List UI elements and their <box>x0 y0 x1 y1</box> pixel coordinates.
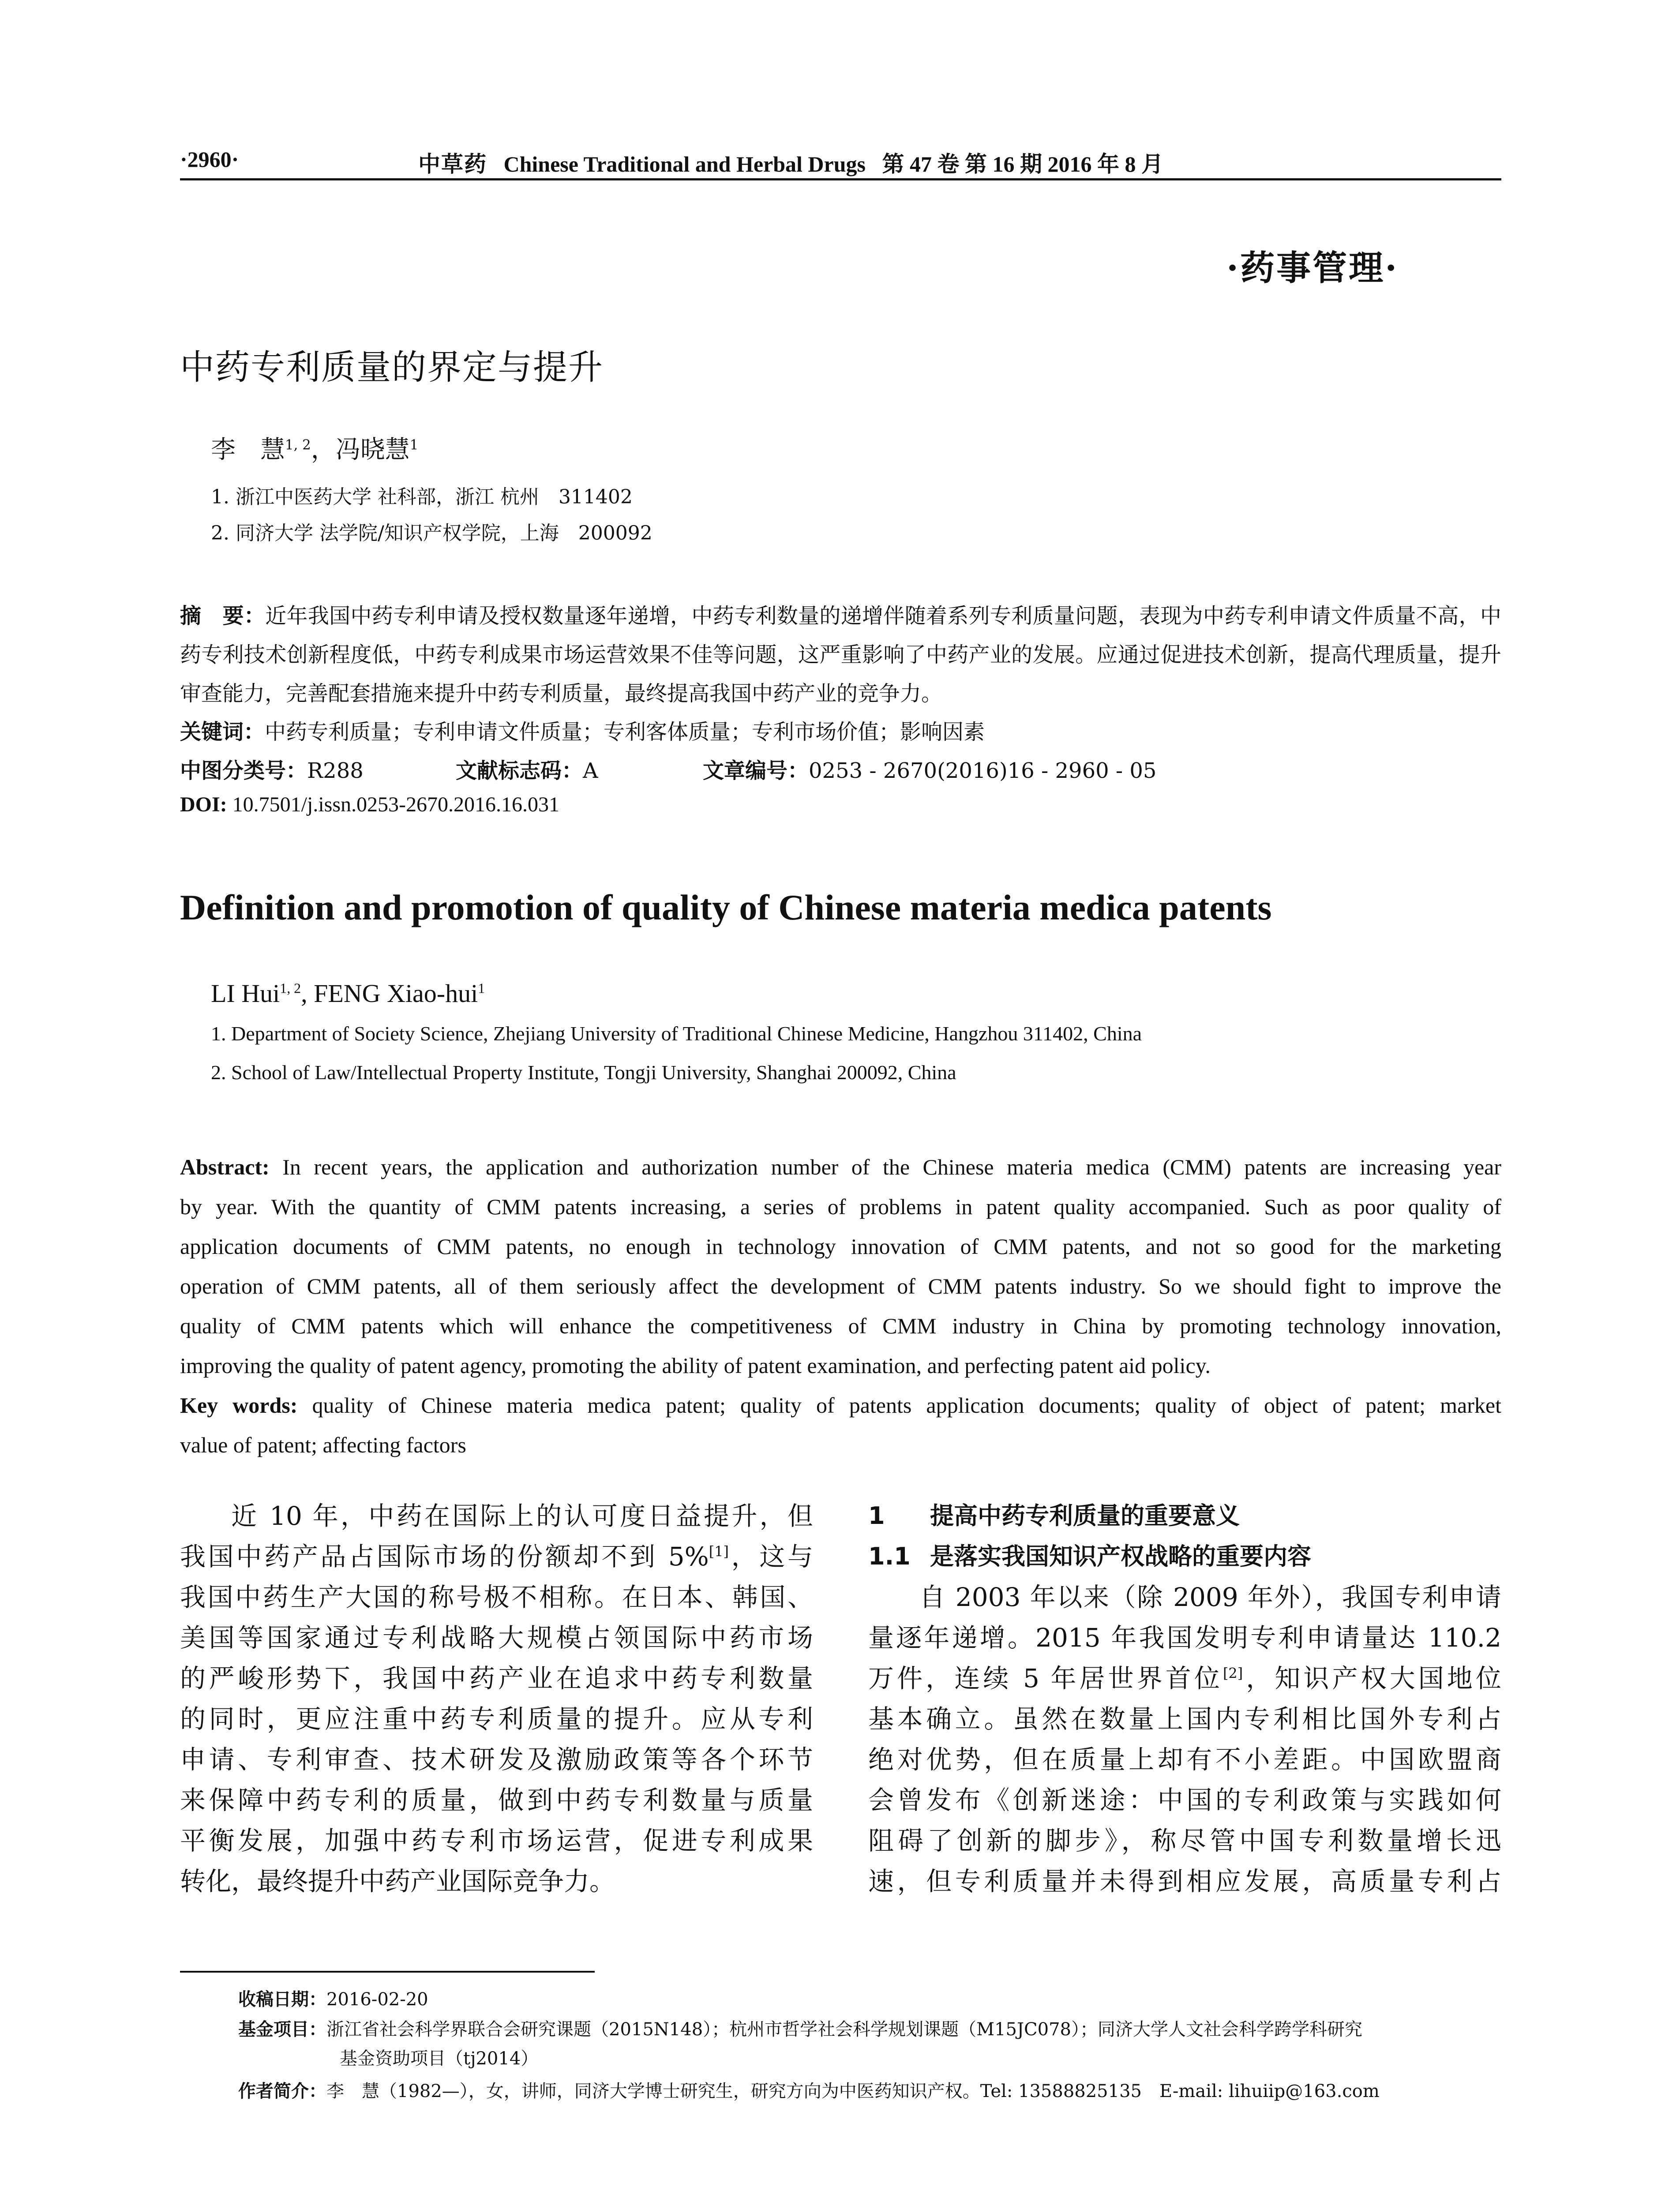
body-line: 申请、专利审查、技术研发及激励政策等各个环节 <box>180 1745 813 1775</box>
author-affil-mark: 1, 2 <box>280 980 301 996</box>
section-number: 1 <box>868 1502 885 1530</box>
header-rule <box>180 178 1501 180</box>
body-line: 基本确立。虽然在数量上国内专利相比国外专利占 <box>868 1704 1501 1734</box>
body-line: 美国等国家通过专利战略大规模占领国际中药市场 <box>180 1623 813 1653</box>
article-label: 文章编号： <box>703 758 809 783</box>
body-line: 会曾发布《创新迷途：中国的专利政策与实践如何 <box>868 1785 1501 1815</box>
footnote-text: 2016-02-20 <box>326 1989 428 2010</box>
abstract-en-line: application documents of CMM patents, no enough in technology innovation of CMM patents, and not so good for the marketing <box>180 1234 1501 1259</box>
body-column-left <box>180 1496 813 1902</box>
body-text: ，这与 <box>728 1542 813 1572</box>
section-number: 1.1 <box>868 1542 911 1570</box>
body-line: 量逐年递增。2015 年我国发明专利申请量达 110.2 <box>868 1623 1501 1653</box>
affiliation-en: 2. School of Law/Intellectual Property Institute, Tongji University, Shanghai 200092, China <box>211 1061 956 1084</box>
body-line: 的严峻形势下，我国中药产业在追求中药专利数量 <box>180 1663 813 1693</box>
abstract-cn <box>180 597 1501 713</box>
abstract-cn-text: 近年我国中药专利申请及授权数量逐年递增，中药专利数量的递增伴随着系列专利质量问题，表现为中药专利申请文件质量不高，中药专利技术创新程度低，中药专利成果市场运营效果不佳等问题，这严重影响了中药产业的发展。应通过促进技术创新，提高代理质量，提升审查能力，完善配套措施来提升中药专利质量，最终提高我国中药产业的竞争力。 <box>180 604 1501 706</box>
body-text: 我国中药产品占国际市场的份额却不到 5% <box>180 1542 709 1572</box>
author-name: , FENG Xiao-hui <box>301 979 478 1008</box>
body-line: 近 10 年，中药在国际上的认可度日益提升，但 <box>231 1501 813 1531</box>
title-cn: 中药专利质量的界定与提升 <box>180 348 604 387</box>
body-line: 自 2003 年以来（除 2009 年外），我国专利申请 <box>919 1582 1501 1612</box>
author-affil-mark: 1 <box>409 437 419 453</box>
doi-link[interactable]: 10.7501/j.issn.0253-2670.2016.16.031 <box>232 793 560 816</box>
doi-label: DOI: <box>180 793 227 816</box>
affiliation-cn: 2. 同济大学 法学院/知识产权学院，上海 200092 <box>211 522 652 544</box>
body-column-right <box>868 1496 1501 1902</box>
footnote-text: 李 慧（1982—），女，讲师，同济大学博士研究生，研究方向为中医药知识产权。Tel: 13588825135 E-mail: lihuiip@163.com <box>326 2081 1380 2101</box>
footnote-author <box>238 2077 1380 2102</box>
doc-label: 文献标志码： <box>456 758 583 783</box>
body-line: 绝对优势，但在质量上却有不小差距。中国欧盟商 <box>868 1745 1501 1775</box>
authors-cn <box>211 430 418 465</box>
journal-issue: 第 47 卷 第 16 期 2016 年 8 月 <box>882 152 1163 176</box>
clc-label: 中图分类号： <box>180 758 308 783</box>
citation-link[interactable]: [2] <box>1222 1665 1243 1682</box>
keywords-cn-text: 中药专利质量；专利申请文件质量；专利客体质量；专利市场价值；影响因素 <box>265 720 985 744</box>
body-text: ，知识产权大国地位 <box>1243 1663 1501 1693</box>
author-affil-mark: 1 <box>478 980 485 996</box>
journal-info <box>418 146 1163 178</box>
article-number <box>703 754 1156 784</box>
body-line <box>180 1536 813 1577</box>
abstract-en-line: operation of CMM patents, all of them seriously affect the development of CMM patents industry. So we should fight to improve the <box>180 1274 1501 1298</box>
journal-name-en: Chinese Traditional and Herbal Drugs <box>503 152 866 176</box>
author-affil-mark: 1, 2 <box>285 437 311 453</box>
clc-value: R288 <box>307 758 364 783</box>
body-line: 速，但专利质量并未得到相应发展，高质量专利占 <box>868 1866 1501 1896</box>
section-title: 提高中药专利质量的重要意义 <box>930 1502 1240 1530</box>
body-line <box>868 1658 1501 1699</box>
section-title: 是落实我国知识产权战略的重要内容 <box>930 1542 1311 1570</box>
section-heading <box>868 1496 1501 1536</box>
doc-value: A <box>583 758 598 783</box>
doi <box>180 792 559 817</box>
author-name: 李 慧 <box>211 435 285 464</box>
keywords-en-label: Key words: <box>180 1393 298 1418</box>
body-line: 来保障中药专利的质量，做到中药专利数量与质量 <box>180 1785 813 1815</box>
authors-en <box>211 979 485 1008</box>
keywords-en-line: value of patent; affecting factors <box>180 1433 466 1457</box>
affiliation-en: 1. Department of Society Science, Zhejiang University of Traditional Chinese Medicine, Hangzhou 311402, China <box>211 1022 1142 1045</box>
title-en: Definition and promotion of quality of Chinese materia medica patents <box>180 887 1272 927</box>
column-label: ·药事管理· <box>1226 248 1399 288</box>
abstract-en-line: quality of CMM patents which will enhance the competitiveness of CMM industry in China by promoting technology innovation, <box>180 1313 1501 1338</box>
footnote-fund <box>238 2015 1362 2041</box>
body-line: 我国中药生产大国的称号极不相称。在日本、韩国、 <box>180 1582 813 1612</box>
footnote-rule <box>180 1971 595 1973</box>
abstract-en <box>180 1147 1501 1465</box>
citation-link[interactable]: [1] <box>709 1543 729 1560</box>
abstract-en-line: improving the quality of patent agency, promoting the ability of patent examination, and perfecting patent aid policy. <box>180 1353 1211 1378</box>
keywords-cn-label: 关键词： <box>180 720 265 744</box>
running-header <box>180 142 1501 177</box>
footnote-fund-cont: 基金资助项目（tj2014） <box>340 2048 539 2069</box>
clc-code <box>180 754 364 784</box>
abstract-en-line <box>180 1147 1501 1187</box>
keywords-en-line <box>180 1385 1501 1425</box>
body-line: 转化，最终提升中药产业国际竞争力。 <box>180 1866 615 1896</box>
journal-name-cn: 中草药 <box>418 151 487 177</box>
keywords-en-text: quality of Chinese materia medica patent; quality of patents application documents; quality of object of patent; market <box>297 1393 1501 1418</box>
abstract-cn-label: 摘 要： <box>180 604 266 628</box>
body-line: 平衡发展，加强中药专利市场运营，促进专利成果 <box>180 1826 813 1856</box>
author-name: LI Hui <box>211 979 280 1008</box>
body-line: 阻碍了创新的脚步》，称尽管中国专利数量增长迅 <box>868 1826 1501 1856</box>
footnote-label: 作者简介： <box>238 2081 326 2101</box>
keywords-cn <box>180 715 985 745</box>
subsection-heading <box>868 1536 1501 1577</box>
footnote-text: 浙江省社会科学界联合会研究课题（2015N148）；杭州市哲学社会科学规划课题（M15JC078）；同济大学人文社会科学跨学科研究 <box>326 2019 1362 2040</box>
doc-code <box>456 754 598 784</box>
footnote-label: 收稿日期： <box>238 1989 326 2010</box>
body-text: 万件，连续 5 年居世界首位 <box>868 1663 1223 1693</box>
affiliation-cn: 1. 浙江中医药大学 社科部，浙江 杭州 311402 <box>211 486 633 508</box>
article-value: 0253 - 2670(2016)16 - 2960 - 05 <box>809 758 1157 783</box>
page-number: ·2960· <box>180 147 239 172</box>
footnote-label: 基金项目： <box>238 2019 326 2040</box>
body-line: 的同时，更应注重中药专利质量的提升。应从专利 <box>180 1704 813 1734</box>
abstract-en-line: by year. With the quantity of CMM patents increasing, a series of problems in patent quality accompanied. Such as poor quality of <box>180 1194 1501 1219</box>
footnote-received <box>238 1985 428 2011</box>
author-name: ，冯晓慧 <box>311 435 410 464</box>
abstract-en-label: Abstract: <box>180 1155 270 1179</box>
abstract-en-text: In recent years, the application and authorization number of the Chinese materia medica (CMM) patents are increasing year <box>269 1155 1501 1179</box>
